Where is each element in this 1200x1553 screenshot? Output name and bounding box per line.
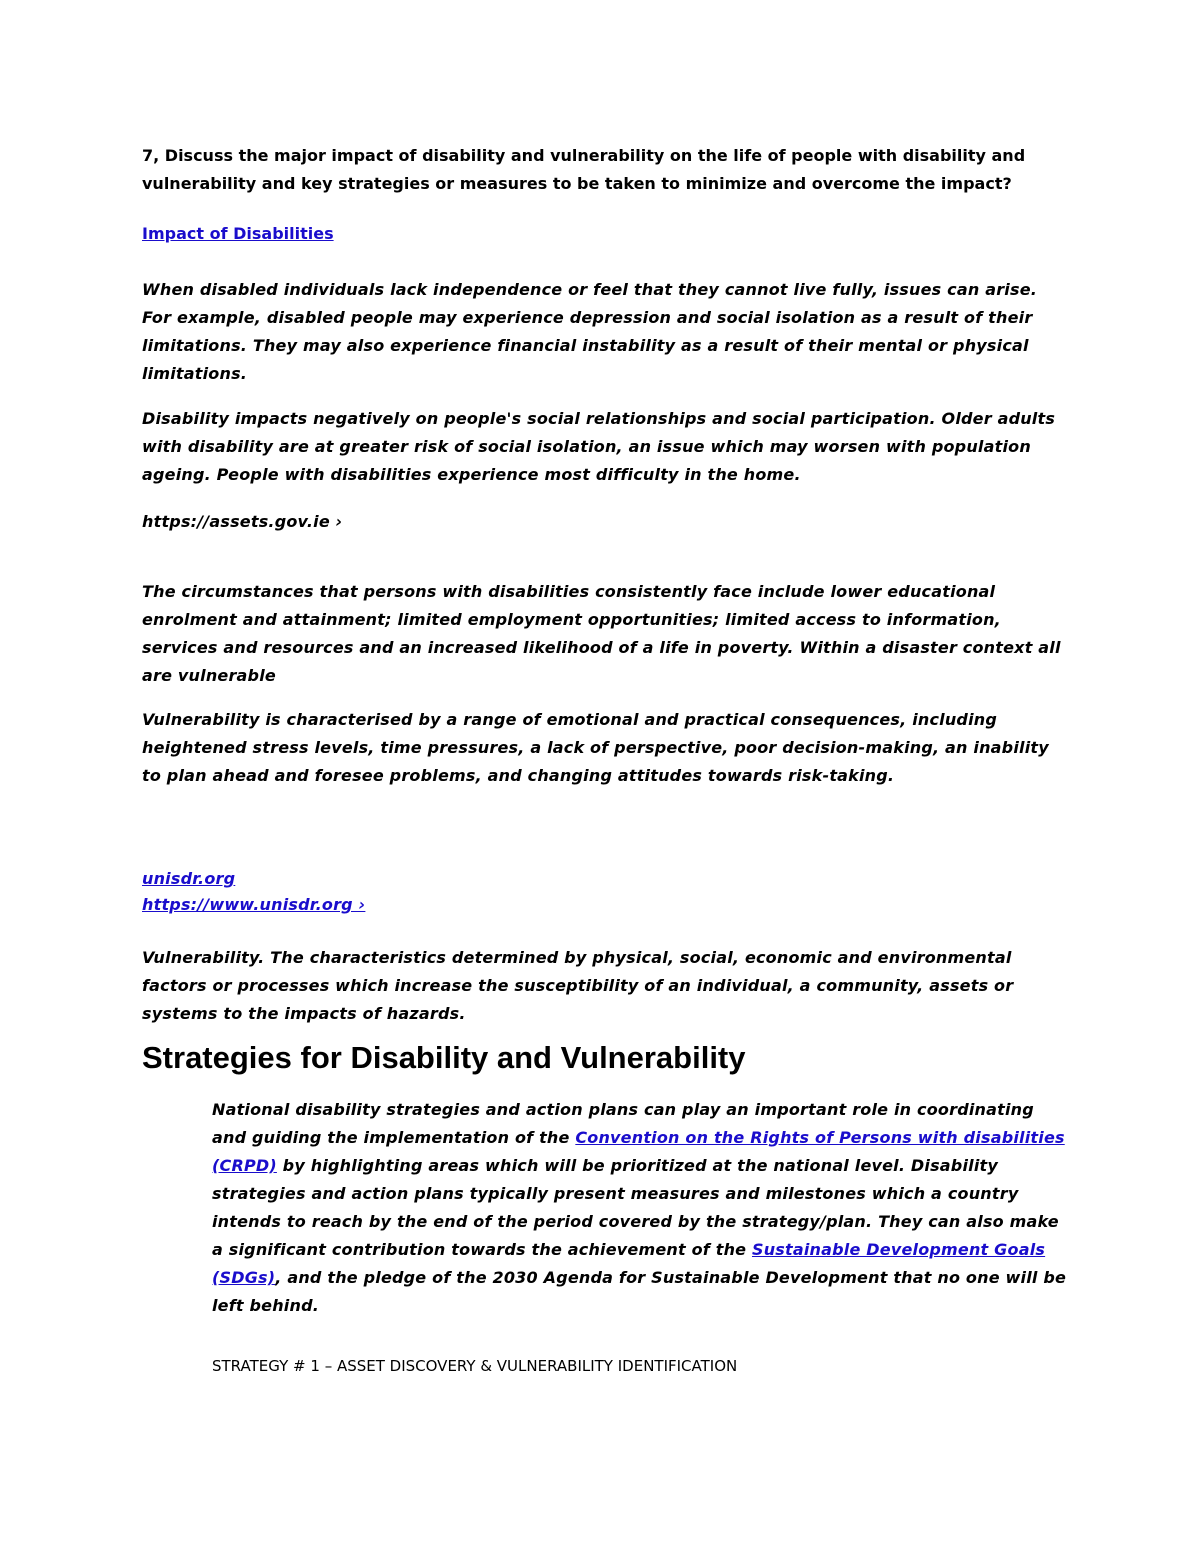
paragraph-circumstances: The circumstances that persons with disabilities consistently face include lower educational enrolment and attainment; limited employment opportunities; limited access to information, services and resources and an increased likelihood of a life in poverty. Within a disaster context all are vulnerable bbox=[142, 582, 1061, 685]
strategies-heading: Strategies for Disability and Vulnerability bbox=[142, 1040, 746, 1075]
impact-heading bbox=[142, 220, 1062, 248]
paragraph-national-strategies bbox=[212, 1096, 1072, 1320]
strategies-text-3: , and the pledge of the 2030 Agenda for Sustainable Development that no one will be left behind. bbox=[212, 1268, 1067, 1315]
impact-of-disabilities-link[interactable]: Impact of Disabilities bbox=[142, 224, 334, 243]
paragraph-social-relationships: Disability impacts negatively on people's social relationships and social participation. Older adults with disability are at greater risk of social isolation, an issue which may worsen with population ageing. People with disabilities experience most difficulty in the home. bbox=[142, 409, 1056, 484]
strategy-1-title: STRATEGY # 1 – ASSET DISCOVERY & VULNERABILITY IDENTIFICATION bbox=[212, 1357, 738, 1375]
strategies-text-1: National disability strategies and action plans can play an important role in coordinating and guiding the implementation of the bbox=[212, 1100, 1034, 1147]
crpd-link[interactable]: Convention on the Rights of Persons with disabilities (CRPD) bbox=[212, 1128, 1065, 1175]
sdgs-link[interactable]: Sustainable Development Goals (SDGs) bbox=[212, 1240, 1046, 1287]
paragraph-vulnerability-consequences: Vulnerability is characterised by a range of emotional and practical consequences, including heightened stress levels, time pressures, a lack of perspective, poor decision-making, an inability to plan ahead and foresee problems, and changing attitudes towards risk-taking. bbox=[142, 710, 1049, 785]
question-text: 7, Discuss the major impact of disability and vulnerability on the life of people with disability and vulnerability and key strategies or measures to be taken to minimize and overcome the impact? bbox=[142, 146, 1026, 193]
strategies-text-2: by highlighting areas which will be prioritized at the national level. Disability strategies and action plans typically present measures and milestones which a country intends to reach by the end of the period covered by the strategy/plan. They can also make a significant contribution towards the achievement of the bbox=[212, 1156, 1059, 1259]
source-unisdr bbox=[142, 866, 1062, 918]
paragraph-independence: When disabled individuals lack independence or feel that they cannot live fully, issues can arise. For example, disabled people may experience depression and social isolation as a result of their limitations. They may also experience financial instability as a result of their mental or physical limitations. bbox=[142, 280, 1038, 383]
unisdr-org-link[interactable]: unisdr.org bbox=[142, 869, 236, 888]
source-assets-gov-ie: https://assets.gov.ie › bbox=[142, 512, 343, 531]
paragraph-vulnerability-definition: Vulnerability. The characteristics determined by physical, social, economic and environmental factors or processes which increase the susceptibility of an individual, a community, assets or systems to the impacts of hazards. bbox=[142, 948, 1014, 1023]
unisdr-url-link[interactable]: https://www.unisdr.org › bbox=[142, 895, 366, 914]
